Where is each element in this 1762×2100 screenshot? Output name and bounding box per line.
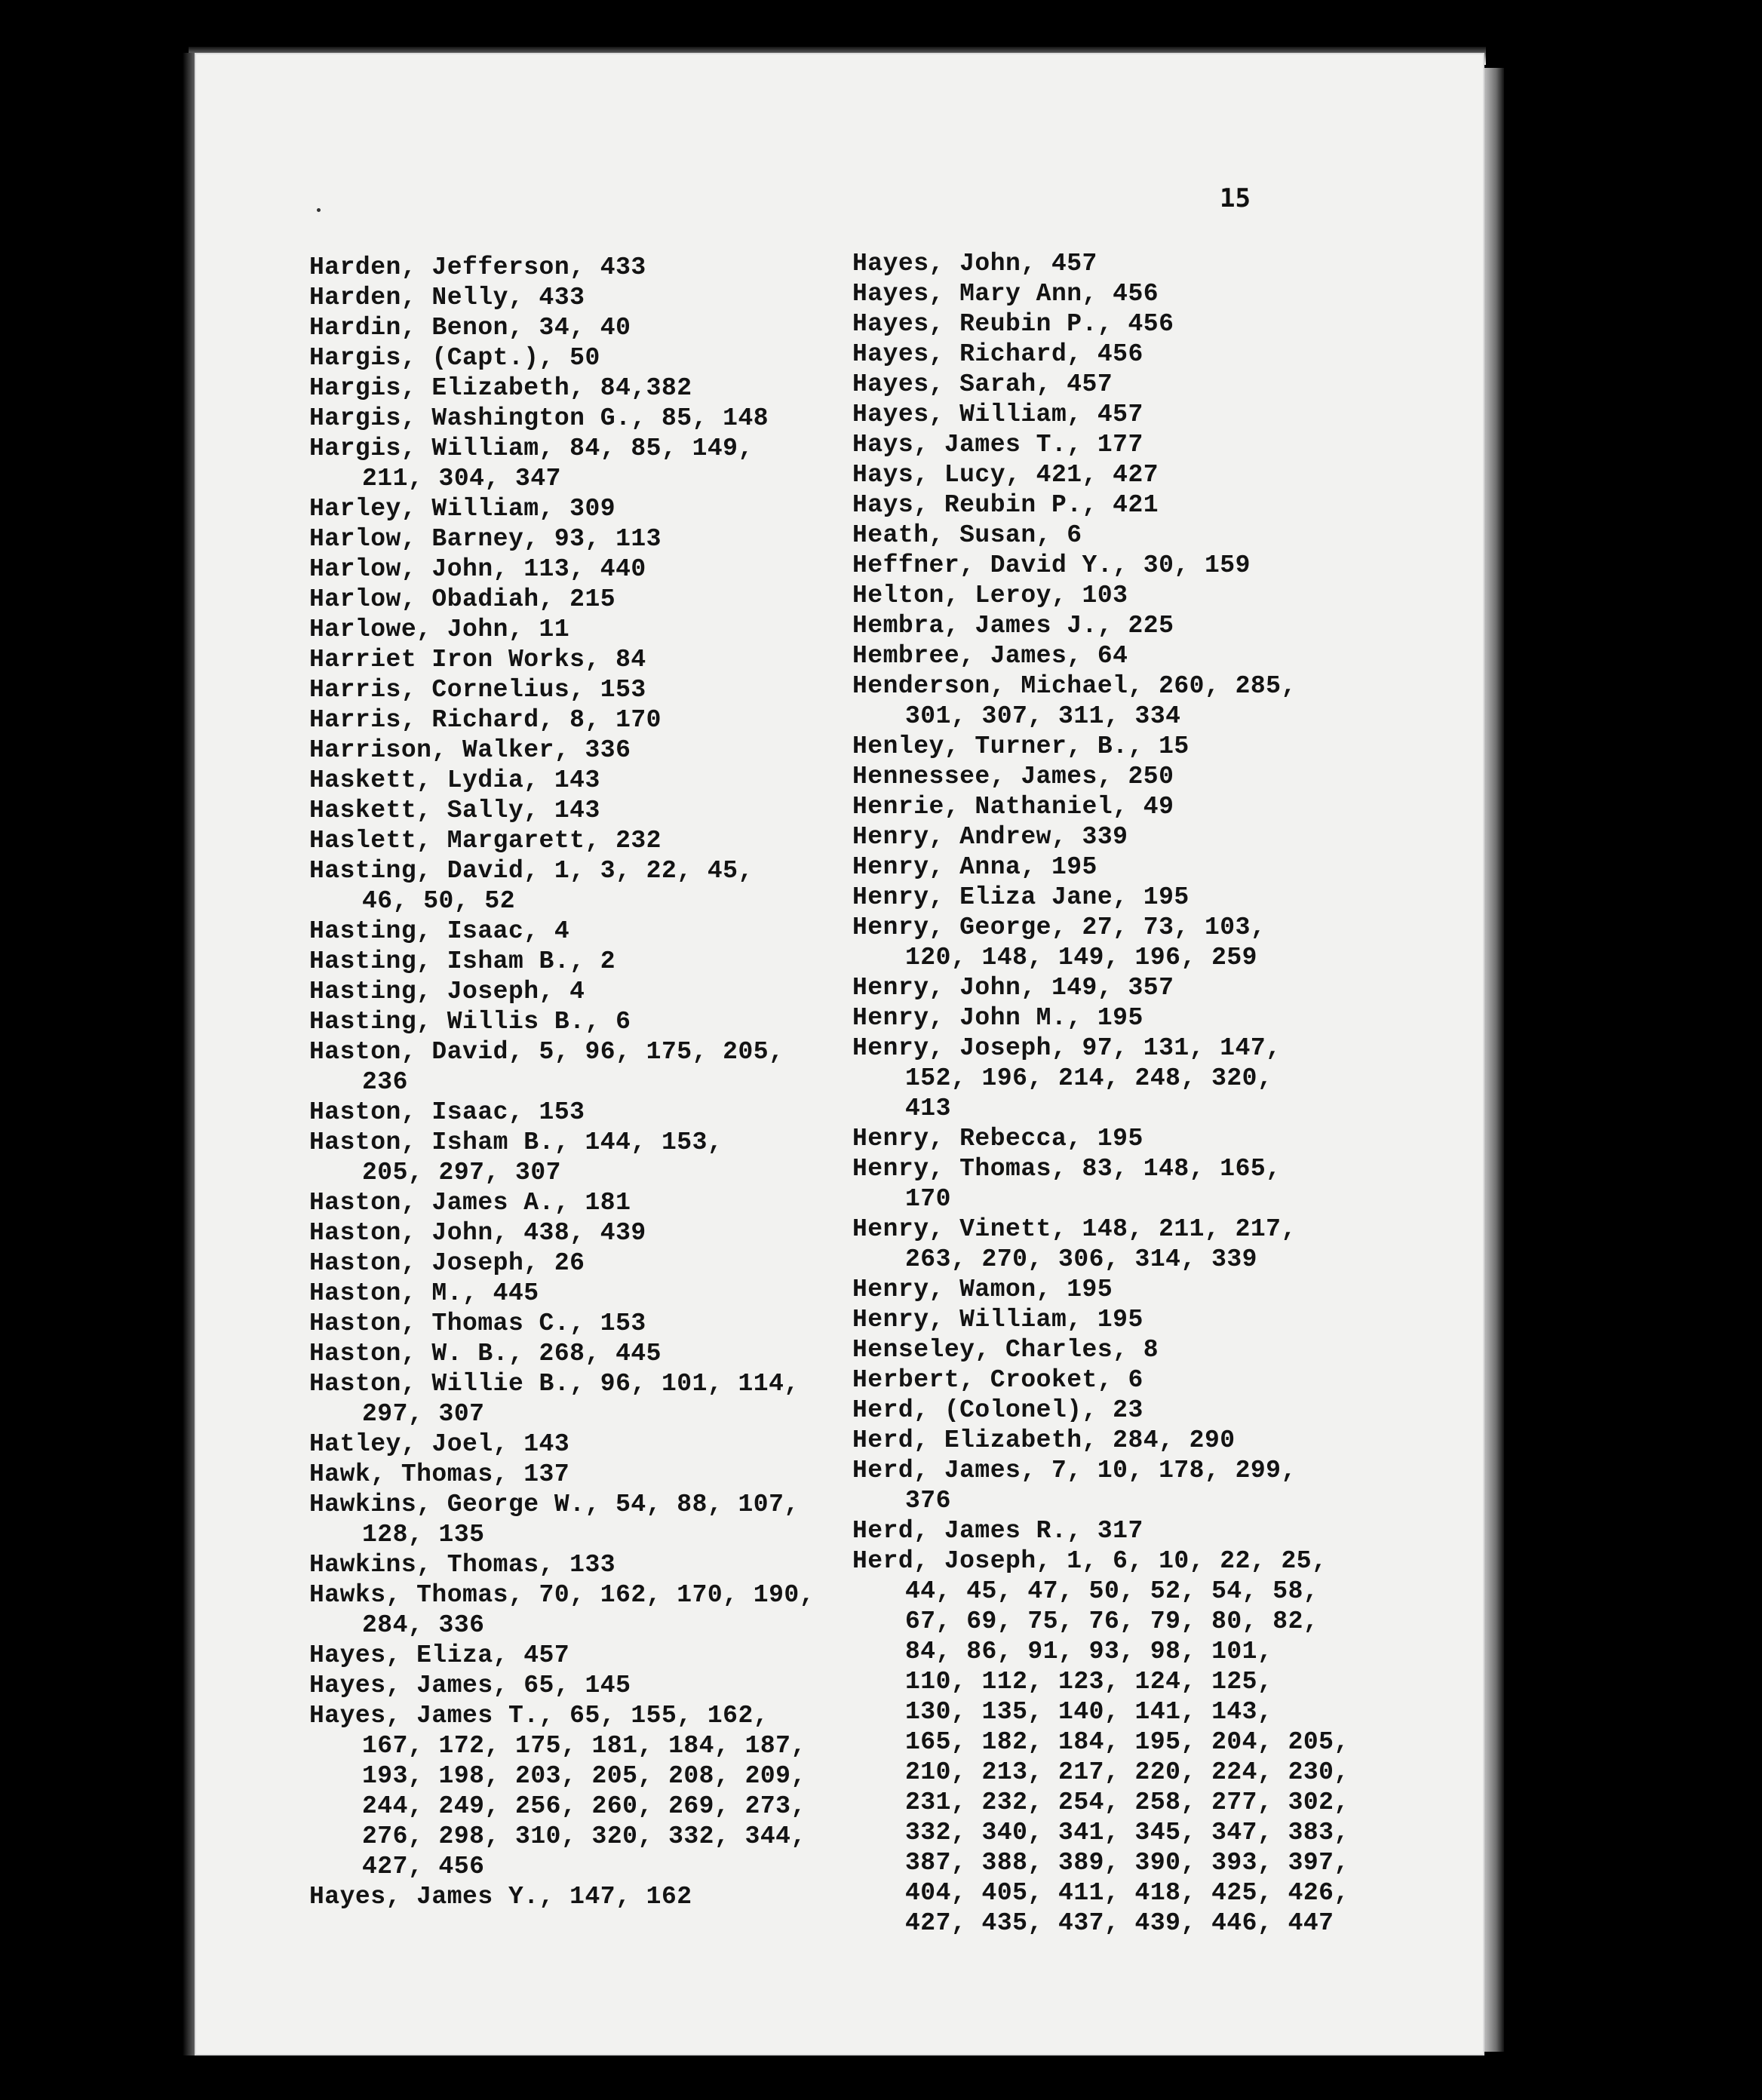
index-entry <box>309 1701 806 1882</box>
entry-line: Harlow, Barney, 93, 113 <box>309 525 662 553</box>
entry-continuation-line: 231, 232, 254, 258, 277, 302, <box>905 1788 1349 1816</box>
index-entry <box>309 977 792 1007</box>
index-entry <box>852 1365 1320 1395</box>
entry-line: Haston, W. B., 268, 445 <box>309 1340 662 1368</box>
entry-continuation-line: 376 <box>905 1487 951 1515</box>
index-entry <box>852 852 1320 883</box>
entry-continuation-line: 46, 50, 52 <box>362 887 516 915</box>
index-entry <box>309 373 792 404</box>
entry-continuation-line: 211, 304, 347 <box>362 465 561 493</box>
entry-continuation-line: 152, 196, 214, 248, 320, <box>905 1064 1273 1092</box>
index-entry <box>852 249 1320 279</box>
index-entry <box>309 494 792 524</box>
index-entry <box>309 947 792 977</box>
entry-continuation-line: 210, 213, 217, 220, 224, 230, <box>905 1758 1349 1786</box>
entry-line: Haston, Willie B., 96, 101, 114, <box>309 1370 800 1398</box>
index-entry <box>309 796 792 826</box>
entry-line: Hasting, Joseph, 4 <box>309 978 585 1005</box>
index-entry <box>852 1214 1320 1275</box>
entry-continuation-line: 44, 45, 47, 50, 52, 54, 58, <box>905 1577 1319 1605</box>
index-entry <box>309 735 792 766</box>
entry-line: Haston, Isaac, 153 <box>309 1098 585 1126</box>
entry-line: Harden, Nelly, 433 <box>309 284 585 312</box>
entry-continuation-line: 284, 336 <box>362 1611 485 1639</box>
entry-line: Harlow, Obadiah, 215 <box>309 585 616 613</box>
entry-line: Haston, John, 438, 439 <box>309 1219 646 1247</box>
entry-continuation-line: 244, 249, 256, 260, 269, 273, <box>362 1792 806 1820</box>
entry-continuation-line: 387, 388, 389, 390, 393, 397, <box>905 1849 1349 1877</box>
index-entry <box>852 490 1320 520</box>
entry-line: Henry, John, 149, 357 <box>852 974 1174 1002</box>
entry-line: Haskett, Sally, 143 <box>309 797 600 824</box>
index-entry <box>309 1188 792 1218</box>
index-entry <box>309 1580 815 1641</box>
entry-line: Haston, James A., 181 <box>309 1189 631 1217</box>
entry-line: Harlow, John, 113, 440 <box>309 555 646 583</box>
index-entry <box>852 430 1320 460</box>
entry-line: Henry, Anna, 195 <box>852 853 1097 881</box>
index-entry <box>309 313 792 343</box>
index-entry <box>309 404 792 434</box>
entry-line: Herd, James R., 317 <box>852 1517 1143 1545</box>
index-entry <box>852 973 1320 1003</box>
entry-continuation-line: 130, 135, 140, 141, 143, <box>905 1698 1273 1726</box>
entry-line: Hatley, Joel, 143 <box>309 1430 570 1458</box>
index-entry <box>852 1516 1320 1546</box>
index-entry <box>852 792 1320 822</box>
entry-line: Herd, James, 7, 10, 178, 299, <box>852 1457 1297 1484</box>
entry-line: Hays, Lucy, 421, 427 <box>852 461 1159 489</box>
index-entry <box>309 1429 792 1460</box>
entry-line: Hasting, Isaac, 4 <box>309 917 570 945</box>
entry-continuation-line: 205, 297, 307 <box>362 1159 561 1187</box>
index-entry <box>309 1279 792 1309</box>
entry-line: Henley, Turner, B., 15 <box>852 732 1190 760</box>
index-entry <box>852 822 1320 852</box>
index-entry <box>852 551 1320 581</box>
index-entry <box>309 253 792 283</box>
entry-line: Hayes, Richard, 456 <box>852 340 1143 368</box>
index-entry <box>309 766 792 796</box>
index-entry <box>852 1335 1320 1365</box>
index-entry <box>852 883 1320 913</box>
entry-line: Hawkins, Thomas, 133 <box>309 1551 616 1579</box>
entry-continuation-line: 413 <box>905 1095 951 1122</box>
entry-line: Hembra, James J., 225 <box>852 612 1174 640</box>
entry-line: Hembree, James, 64 <box>852 642 1128 670</box>
index-entry <box>852 1033 1320 1124</box>
entry-line: Henrie, Nathaniel, 49 <box>852 793 1174 821</box>
index-entry <box>309 826 792 856</box>
index-entry <box>852 309 1320 339</box>
entry-line: Hasting, Willis B., 6 <box>309 1008 631 1036</box>
entry-line: Hargis, William, 84, 85, 149, <box>309 434 754 462</box>
index-column-right <box>852 249 1349 1939</box>
entry-line: Hawks, Thomas, 70, 162, 170, 190, <box>309 1581 815 1609</box>
entry-continuation-line: 332, 340, 341, 345, 347, 383, <box>905 1819 1349 1847</box>
entry-line: Henry, Joseph, 97, 131, 147, <box>852 1034 1282 1062</box>
entry-line: Heffner, David Y., 30, 159 <box>852 551 1251 579</box>
entry-line: Harden, Jefferson, 433 <box>309 253 646 281</box>
entry-line: Hays, James T., 177 <box>852 431 1143 459</box>
entry-continuation-line: 110, 112, 123, 124, 125, <box>905 1668 1273 1696</box>
entry-line: Haston, Thomas C., 153 <box>309 1309 646 1337</box>
entry-line: Hennessee, James, 250 <box>852 763 1174 791</box>
index-entry <box>309 1671 792 1701</box>
entry-continuation-line: 165, 182, 184, 195, 204, 205, <box>905 1728 1349 1756</box>
entry-line: Hayes, James Y., 147, 162 <box>309 1883 692 1911</box>
paper-right-edge <box>1484 68 1504 2052</box>
entry-line: Haskett, Lydia, 143 <box>309 766 600 794</box>
index-entry <box>309 1128 792 1188</box>
index-entry <box>309 615 792 645</box>
entry-continuation-line: 263, 270, 306, 314, 339 <box>905 1245 1257 1273</box>
index-entry <box>309 645 792 675</box>
entry-line: Harlowe, John, 11 <box>309 616 570 643</box>
entry-line: Henry, John M., 195 <box>852 1004 1143 1032</box>
entry-line: Haston, M., 445 <box>309 1279 539 1307</box>
entry-continuation-line: 170 <box>905 1185 951 1213</box>
index-entry <box>309 1460 792 1490</box>
entry-continuation-line: 67, 69, 75, 76, 79, 80, 82, <box>905 1607 1319 1635</box>
entry-continuation-line: 193, 198, 203, 205, 208, 209, <box>362 1762 806 1790</box>
index-entry <box>309 1339 792 1369</box>
entry-line: Hasting, Isham B., 2 <box>309 947 616 975</box>
index-entry <box>852 1395 1320 1426</box>
entry-line: Hayes, Sarah, 457 <box>852 370 1113 398</box>
index-entry <box>852 1124 1320 1154</box>
entry-line: Herd, Elizabeth, 284, 290 <box>852 1426 1236 1454</box>
index-entry <box>852 581 1320 611</box>
index-entry <box>852 641 1320 671</box>
entry-line: Hayes, James, 65, 145 <box>309 1672 631 1699</box>
entry-line: Hawkins, George W., 54, 88, 107, <box>309 1491 800 1518</box>
index-entry <box>852 1275 1320 1305</box>
entry-line: Helton, Leroy, 103 <box>852 582 1128 609</box>
index-entry <box>309 1309 792 1339</box>
entry-line: Harriet Iron Works, 84 <box>309 646 646 674</box>
entry-line: Haston, Isham B., 144, 153, <box>309 1128 723 1156</box>
index-entry <box>309 705 792 735</box>
entry-line: Herd, (Colonel), 23 <box>852 1396 1143 1424</box>
index-entry <box>852 1154 1320 1214</box>
entry-line: Hayes, Eliza, 457 <box>309 1641 570 1669</box>
index-entry <box>852 762 1320 792</box>
entry-line: Hays, Reubin P., 421 <box>852 491 1159 519</box>
index-entry <box>852 671 1320 732</box>
entry-continuation-line: 404, 405, 411, 418, 425, 426, <box>905 1879 1349 1907</box>
index-entry <box>309 434 792 494</box>
entry-line: Haslett, Margarett, 232 <box>309 827 662 855</box>
entry-line: Haston, David, 5, 96, 175, 205, <box>309 1038 784 1066</box>
entry-line: Hargis, Washington G., 85, 148 <box>309 404 769 432</box>
entry-line: Henry, Wamon, 195 <box>852 1276 1113 1303</box>
index-entry <box>852 611 1320 641</box>
index-entry <box>852 1003 1320 1033</box>
speck <box>317 208 321 212</box>
entry-line: Hayes, Mary Ann, 456 <box>852 280 1159 308</box>
index-entry <box>309 283 792 313</box>
entry-line: Henderson, Michael, 260, 285, <box>852 672 1297 700</box>
index-entry <box>852 520 1320 551</box>
entry-line: Henry, Vinett, 148, 211, 217, <box>852 1215 1297 1243</box>
entry-line: Hayes, John, 457 <box>852 250 1097 278</box>
index-entry <box>852 1305 1320 1335</box>
entry-line: Hasting, David, 1, 3, 22, 45, <box>309 857 754 885</box>
entry-line: Henry, William, 195 <box>852 1306 1143 1334</box>
index-entry <box>309 1882 792 1912</box>
index-entry <box>852 370 1320 400</box>
index-entry <box>852 400 1320 430</box>
index-entry <box>309 856 792 916</box>
entry-line: Harrison, Walker, 336 <box>309 736 631 764</box>
entry-line: Haston, Joseph, 26 <box>309 1249 585 1277</box>
entry-continuation-line: 301, 307, 311, 334 <box>905 702 1181 730</box>
index-entry <box>309 343 792 373</box>
index-entry <box>852 913 1320 973</box>
entry-continuation-line: 128, 135 <box>362 1521 485 1549</box>
entry-line: Harley, William, 309 <box>309 495 616 523</box>
entry-line: Henry, Rebecca, 195 <box>852 1125 1143 1153</box>
entry-line: Henry, Thomas, 83, 148, 165, <box>852 1155 1282 1183</box>
entry-continuation-line: 297, 307 <box>362 1400 485 1428</box>
index-entry <box>309 1490 800 1550</box>
entry-continuation-line: 167, 172, 175, 181, 184, 187, <box>362 1732 806 1760</box>
entry-line: Hayes, Reubin P., 456 <box>852 310 1174 338</box>
index-entry <box>852 1546 1349 1939</box>
entry-line: Herbert, Crooket, 6 <box>852 1366 1143 1394</box>
entry-line: Henry, George, 27, 73, 103, <box>852 913 1266 941</box>
entry-line: Hargis, Elizabeth, 84,382 <box>309 374 692 402</box>
entry-continuation-line: 276, 298, 310, 320, 332, 344, <box>362 1822 806 1850</box>
entry-line: Harris, Cornelius, 153 <box>309 676 646 704</box>
index-entry <box>852 279 1320 309</box>
index-entry <box>309 1369 800 1429</box>
index-column-left <box>309 253 815 1912</box>
entry-continuation-line: 427, 435, 437, 439, 446, 447 <box>905 1909 1334 1937</box>
entry-line: Harris, Richard, 8, 170 <box>309 706 662 734</box>
entry-line: Henry, Eliza Jane, 195 <box>852 883 1190 911</box>
index-entry <box>309 585 792 615</box>
entry-line: Hardin, Benon, 34, 40 <box>309 314 631 342</box>
entry-line: Heath, Susan, 6 <box>852 521 1082 549</box>
index-entry <box>309 675 792 705</box>
index-entry <box>309 1098 792 1128</box>
index-entry <box>852 732 1320 762</box>
entry-line: Hayes, William, 457 <box>852 401 1143 428</box>
index-entry <box>309 1218 792 1248</box>
entry-line: Henseley, Charles, 8 <box>852 1336 1159 1364</box>
entry-line: Henry, Andrew, 339 <box>852 823 1128 851</box>
index-entry <box>309 1037 792 1098</box>
index-entry <box>309 1550 792 1580</box>
index-entry <box>309 1007 792 1037</box>
index-entry <box>309 1641 792 1671</box>
page-number: 15 <box>1220 183 1251 213</box>
index-entry <box>309 1248 792 1279</box>
entry-continuation-line: 427, 456 <box>362 1853 485 1880</box>
entry-line: Hayes, James T., 65, 155, 162, <box>309 1702 769 1730</box>
index-entry <box>309 524 792 554</box>
entry-line: Hawk, Thomas, 137 <box>309 1460 570 1488</box>
index-entry <box>852 1456 1320 1516</box>
index-entry <box>852 339 1320 370</box>
entry-continuation-line: 120, 148, 149, 196, 259 <box>905 944 1257 972</box>
index-entry <box>852 1426 1320 1456</box>
index-entry <box>309 916 792 947</box>
entry-line: Hargis, (Capt.), 50 <box>309 344 600 372</box>
index-entry <box>309 554 792 585</box>
index-entry <box>852 460 1320 490</box>
entry-continuation-line: 84, 86, 91, 93, 98, 101, <box>905 1638 1273 1666</box>
entry-continuation-line: 236 <box>362 1068 408 1096</box>
entry-line: Herd, Joseph, 1, 6, 10, 22, 25, <box>852 1547 1328 1575</box>
